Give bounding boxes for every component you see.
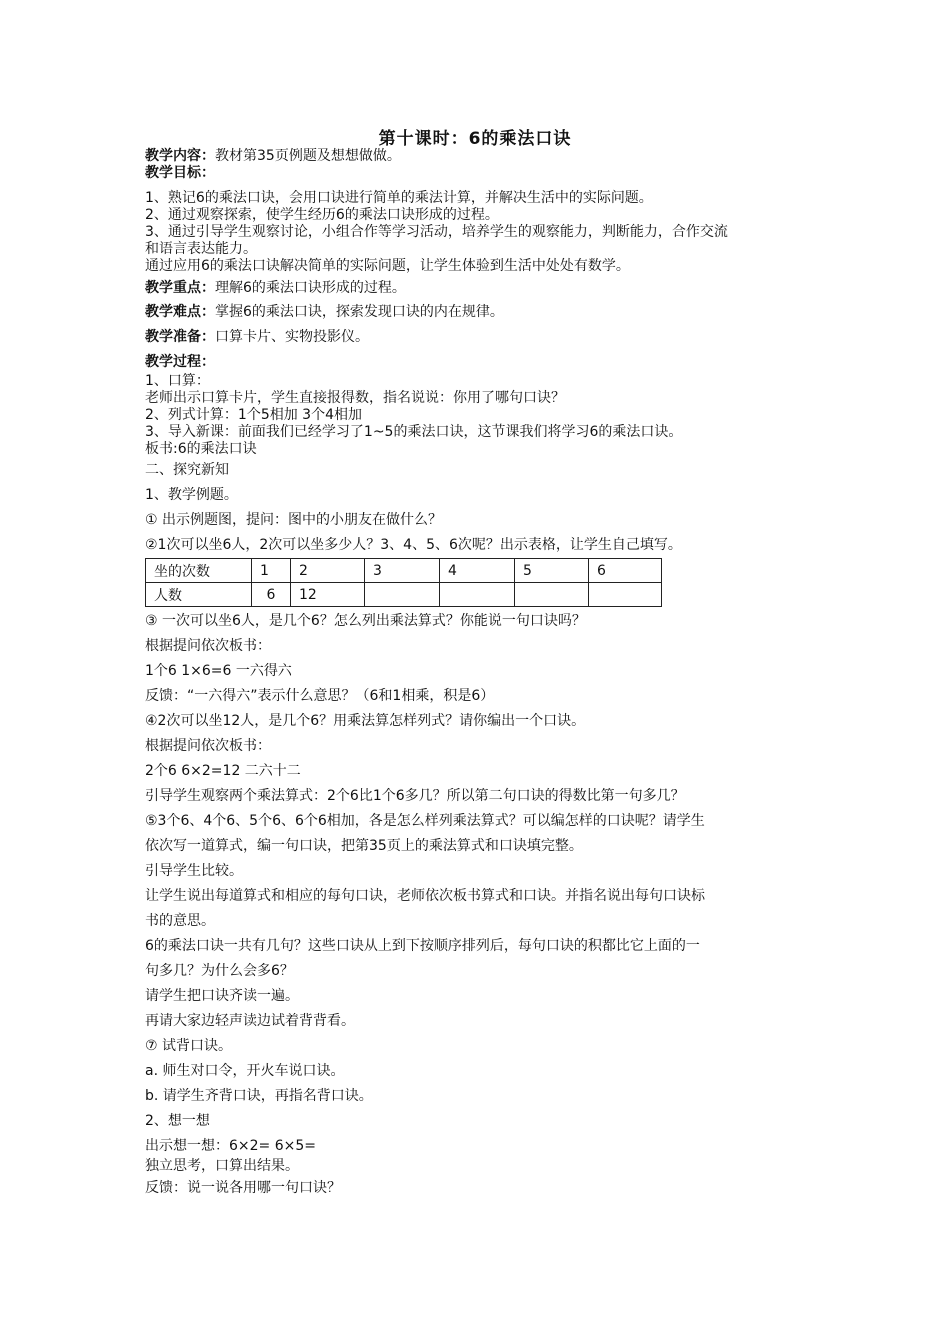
table-row xyxy=(146,583,662,607)
process-line: ⑦ 试背口诀。 xyxy=(145,1038,233,1054)
process-line: ②1次可以坐6人，2次可以坐多少人？3、4、5、6次呢？出示表格，让学生自己填写。 xyxy=(145,537,682,553)
table-cell xyxy=(589,583,662,607)
process-line: ③ 一次可以坐6人，是几个6？怎么列出乘法算式？你能说一句口诀吗？ xyxy=(145,613,586,629)
content-text: 教材第35页例题及想想做做。 xyxy=(215,148,401,164)
process-line: 引导学生比较。 xyxy=(145,863,243,879)
process-line: 让学生说出每道算式和相应的每句口诀，老师依次板书算式和口诀。并指名说出每句口诀标 xyxy=(145,888,705,904)
content-line xyxy=(145,148,401,165)
process-line: 引导学生观察两个乘法算式：2个6比1个6多几？所以第二句口诀的得数比第一句多几？ xyxy=(145,788,685,804)
process-line: 再请大家边轻声读边试着背背看。 xyxy=(145,1013,355,1029)
section-heading: 二、探究新知 xyxy=(145,462,229,478)
process-line: 2、想一想 xyxy=(145,1113,210,1129)
process-line: 1个6 1×6=6 一六得六 xyxy=(145,663,292,679)
process-line: 根据提问依次板书： xyxy=(145,738,271,754)
table-cell: 人数 xyxy=(146,583,252,607)
process-line: 依次写一道算式，编一句口诀，把第35页上的乘法算式和口诀填完整。 xyxy=(145,838,583,854)
table-row xyxy=(146,559,662,583)
process-line: 1、教学例题。 xyxy=(145,487,238,503)
process-line: 3、导入新课：前面我们已经学习了1~5的乘法口诀，这节课我们将学习6的乘法口诀。 xyxy=(145,424,683,440)
process-line: 出示想一想：6×2= 6×5= xyxy=(145,1138,317,1154)
prep-line: 教学准备：口算卡片、实物投影仪。 xyxy=(145,329,369,345)
process-line: b. 请学生齐背口诀，再指名背口诀。 xyxy=(145,1088,373,1104)
content-label: 教学内容： xyxy=(145,148,215,164)
process-line: a. 师生对口令，开火车说口诀。 xyxy=(145,1063,345,1079)
process-line: 书的意思。 xyxy=(145,913,215,929)
process-line: 板书:6的乘法口诀 xyxy=(145,441,257,457)
table-cell: 12 xyxy=(291,583,365,607)
goal-line: 和语言表达能力。 xyxy=(145,241,257,257)
table-cell xyxy=(440,583,515,607)
page-title: 第十课时：6的乘法口诀 xyxy=(378,129,572,149)
process-line: 请学生把口诀齐读一遍。 xyxy=(145,988,299,1004)
table-cell: 1 xyxy=(252,559,291,583)
goal-line: 1、熟记6的乘法口诀，会用口诀进行简单的乘法计算，并解决生活中的实际问题。 xyxy=(145,190,653,206)
process-line: 根据提问依次板书： xyxy=(145,638,271,654)
process-line: 反馈：说一说各用哪一句口诀？ xyxy=(145,1180,341,1196)
process-line: ④2次可以坐12人，是几个6？用乘法算怎样列式？请你编出一个口诀。 xyxy=(145,713,586,729)
table-cell: 6 xyxy=(252,583,291,607)
process-heading: 教学过程： xyxy=(145,354,215,370)
table-cell xyxy=(365,583,440,607)
goal-line: 通过应用6的乘法口诀解决简单的实际问题，让学生体验到生活中处处有数学。 xyxy=(145,258,630,274)
table-cell: 4 xyxy=(440,559,515,583)
process-line: 1、口算： xyxy=(145,373,210,389)
table-cell: 3 xyxy=(365,559,440,583)
difficulty-line: 教学难点：掌握6的乘法口诀，探索发现口诀的内在规律。 xyxy=(145,304,504,320)
table-cell xyxy=(515,583,589,607)
table-cell: 6 xyxy=(589,559,662,583)
process-line: 2个6 6×2=12 二六十二 xyxy=(145,763,301,779)
table-cell: 5 xyxy=(515,559,589,583)
goal-line: 3、通过引导学生观察讨论，小组合作等学习活动，培养学生的观察能力，判断能力，合作交流 xyxy=(145,224,728,240)
process-line: ⑤3个6、4个6、5个6、6个6相加，各是怎么样列乘法算式？可以编怎样的口诀呢？请学生 xyxy=(145,813,705,829)
table-cell: 坐的次数 xyxy=(146,559,252,583)
process-line: ① 出示例题图，提问：图中的小朋友在做什么？ xyxy=(145,512,442,528)
goal-line: 2、通过观察探索，使学生经历6的乘法口诀形成的过程。 xyxy=(145,207,499,223)
process-line: 句多几？为什么会多6？ xyxy=(145,963,294,979)
key-points-line: 教学重点：理解6的乘法口诀形成的过程。 xyxy=(145,280,406,296)
goals-heading: 教学目标： xyxy=(145,165,215,181)
table-cell: 2 xyxy=(291,559,365,583)
process-line: 反馈：“一六得六”表示什么意思？（6和1相乘，积是6） xyxy=(145,688,495,704)
process-line: 独立思考，口算出结果。 xyxy=(145,1158,299,1174)
process-line: 2、列式计算：1个5相加 3个4相加 xyxy=(145,407,362,423)
process-line: 老师出示口算卡片，学生直接报得数，指名说说：你用了哪句口诀？ xyxy=(145,390,565,406)
seating-table xyxy=(145,558,662,607)
process-line: 6的乘法口诀一共有几句？这些口诀从上到下按顺序排列后，每句口诀的积都比它上面的一 xyxy=(145,938,700,954)
